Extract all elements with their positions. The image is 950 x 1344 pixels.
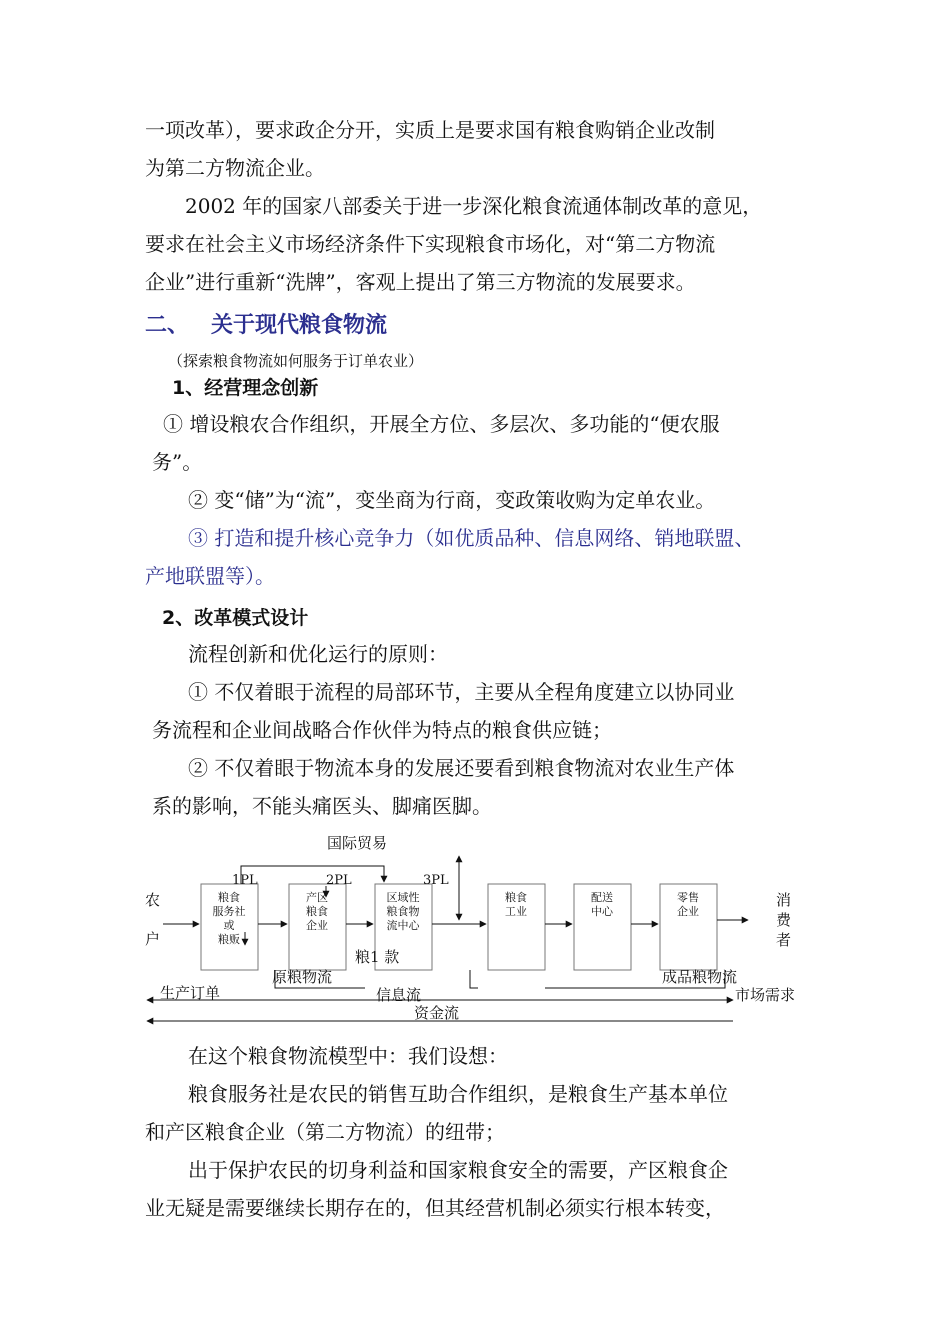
paragraph-line: 流程创新和优化运行的原则： — [188, 642, 448, 666]
consumer-label: 者 — [776, 931, 792, 949]
info-flow-label: 信息流 — [376, 986, 422, 1004]
subsection-heading: 2、改革模式设计 — [162, 607, 309, 629]
box-label: 或 — [223, 919, 235, 932]
paragraph-line: 在这个粮食物流模型中：我们设想： — [188, 1044, 508, 1068]
list-item-continuation: 务流程和企业间战略合作伙伴为特点的粮食供应链； — [152, 718, 612, 742]
paragraph-line: 2002 年的国家八部委关于进一步深化粮食流通体制改革的意见， — [185, 194, 763, 218]
pl3-label: 3PL — [423, 873, 449, 888]
box-label: 产区 — [306, 891, 328, 904]
paragraph-line: 和产区粮食企业（第二方物流）的纽带； — [145, 1120, 505, 1144]
section-subtitle: （探索粮食物流如何服务于订单农业） — [168, 352, 424, 370]
list-item-continuation: 系的影响，不能头痛医头、脚痛医脚。 — [152, 794, 492, 818]
paragraph-line: 出于保护农民的切身利益和国家粮食安全的需要，产区粮食企 — [188, 1158, 728, 1182]
subsection-heading: 1、经营理念创新 — [172, 377, 319, 399]
list-item: ② 变“储”为“流”，变坐商为行商，变政策收购为定单农业。 — [188, 488, 716, 512]
farmer-label: 农 — [145, 891, 161, 909]
raw-grain-flow-label: 原粮物流 — [272, 968, 333, 986]
box-label: 粮贩 — [218, 933, 240, 946]
box-label: 粮食物 — [386, 905, 420, 918]
list-item: ① 增设粮农合作组织，开展全方位、多层次、多功能的“便农服 — [163, 412, 720, 436]
section-number: 二、 — [145, 313, 190, 338]
farmer-label: 户 — [145, 930, 161, 948]
box-label: 粮食 — [306, 905, 328, 918]
paragraph-line: 要求在社会主义市场经济条件下实现粮食市场化，对“第二方物流 — [145, 232, 716, 256]
finished-grain-flow-label: 成品粮物流 — [662, 968, 738, 986]
box-label: 粮食 — [218, 891, 240, 904]
consumer-label: 费 — [776, 911, 792, 929]
pl1-label: 1PL — [232, 873, 258, 888]
paragraph-line: 企业”进行重新“洗牌”，客观上提出了第三方物流的发展要求。 — [145, 270, 696, 294]
intl-trade-label: 国际贸易 — [327, 834, 388, 852]
box-label: 企业 — [677, 905, 699, 918]
box-label: 区域性 — [386, 891, 420, 904]
production-order-label: 生产订单 — [160, 984, 221, 1002]
box-label: 流中心 — [386, 919, 420, 932]
paragraph-line: 一项改革），要求政企分开，实质上是要求国有粮食购销企业改制 — [145, 118, 715, 142]
fund-flow-label: 资金流 — [414, 1004, 460, 1022]
paragraph-line: 为第二方物流企业。 — [145, 156, 325, 180]
paragraph-line: 业无疑是需要继续长期存在的，但其经营机制必须实行根本转变， — [145, 1196, 725, 1220]
list-item-highlight: 产地联盟等）。 — [145, 564, 275, 588]
box-label: 零售 — [677, 891, 699, 904]
list-item: ① 不仅着眼于流程的局部环节，主要从全程角度建立以协同业 — [188, 680, 735, 704]
box-label: 服务社 — [212, 905, 246, 918]
list-item-continuation: 务”。 — [152, 450, 203, 474]
box-label: 工业 — [505, 905, 527, 918]
pl2-label: 2PL — [326, 873, 352, 888]
box-label: 企业 — [306, 919, 328, 932]
box-label: 粮食 — [505, 891, 527, 904]
grain-payment-label: 粮1 款 — [355, 948, 400, 966]
market-demand-label: 市场需求 — [735, 986, 796, 1004]
section-title: 关于现代粮食物流 — [211, 313, 388, 338]
list-item-highlight: ③ 打造和提升核心竞争力（如优质品种、信息网络、销地联盟、 — [188, 526, 755, 550]
box-label: 配送 — [591, 891, 613, 904]
box-label: 中心 — [591, 905, 613, 918]
list-item: ② 不仅着眼于物流本身的发展还要看到粮食物流对农业生产体 — [188, 756, 735, 780]
paragraph-line: 粮食服务社是农民的销售互助合作组织，是粮食生产基本单位 — [188, 1082, 728, 1106]
consumer-label: 消 — [776, 891, 792, 909]
